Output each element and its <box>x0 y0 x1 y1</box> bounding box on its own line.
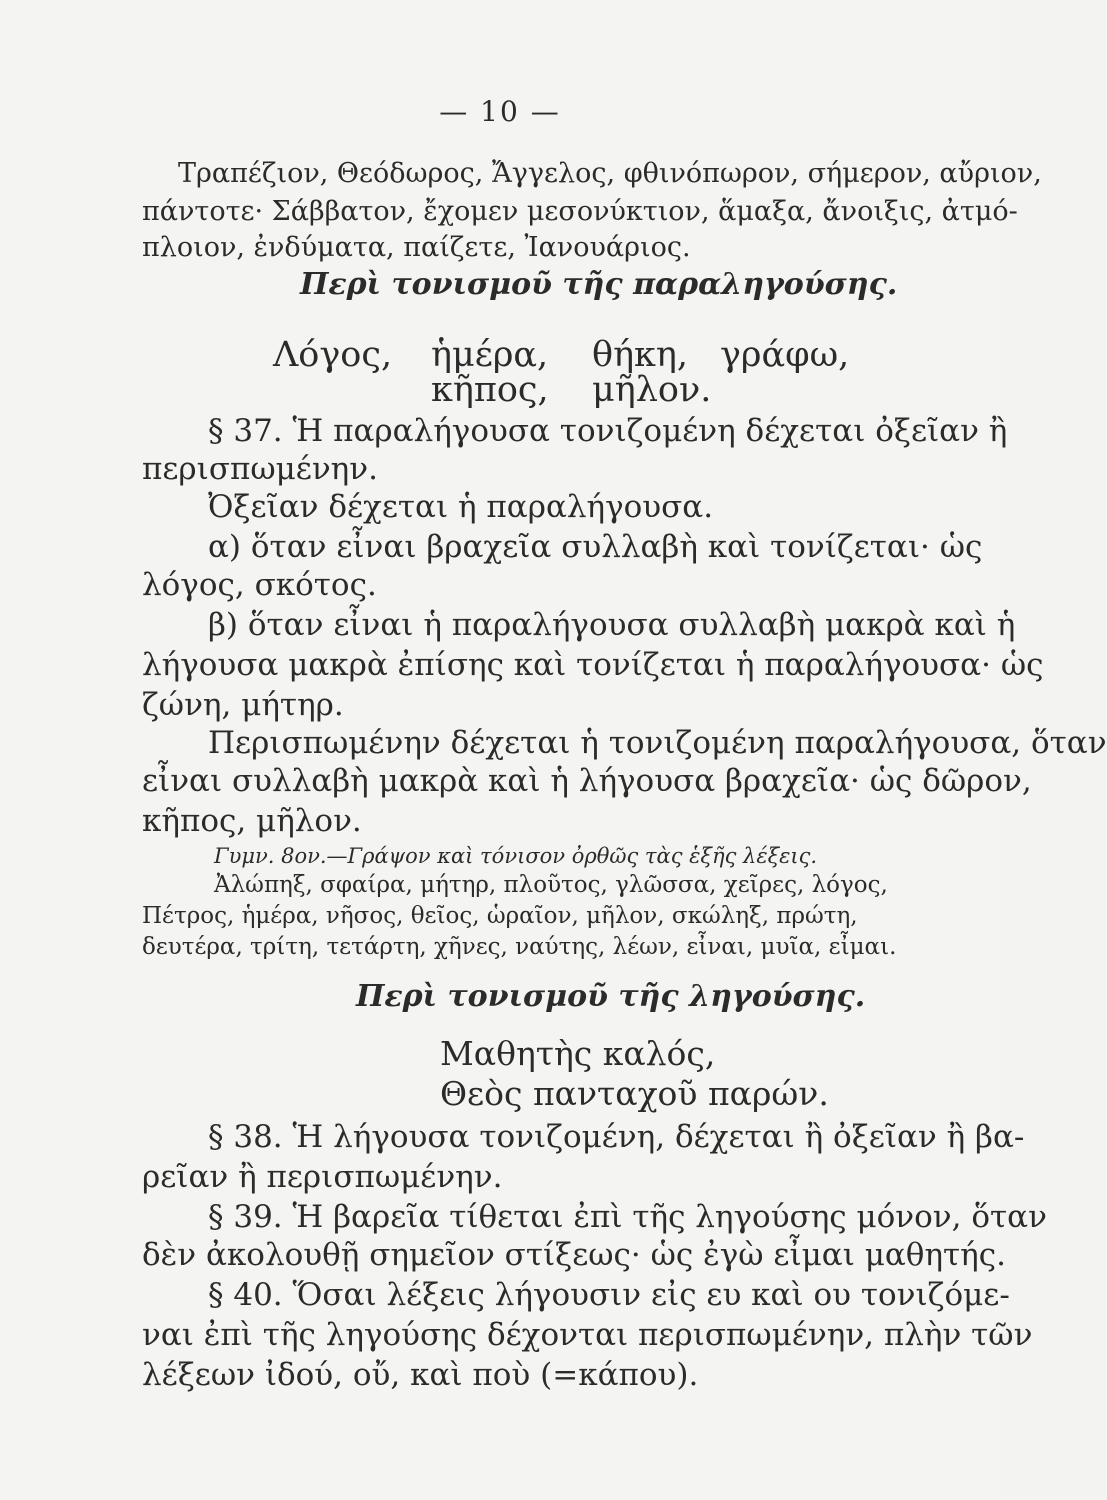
paragraph-line: κῆπος, μῆλον. <box>142 803 362 839</box>
paragraph-line: λήγουσα μακρὰ ἐπίσης καὶ τονίζεται ἡ παραλήγουσα· ὡς <box>142 647 1044 683</box>
paragraph-line: δὲν ἀκολουθῇ σημεῖον στίξεως· ὡς ἐγὼ εἶμαι μαθητής. <box>142 1237 1006 1273</box>
paragraph-line: § 38. Ἡ λήγουσα τονιζομένη, δέχεται ἢ ὀξεῖαν ἢ βα- <box>208 1119 1025 1155</box>
text-line: Τραπέζιον, Θεόδωρος, Ἄγγελος, φθινόπωρον, σήμερον, αὔριον, <box>178 158 1042 189</box>
example-word: γράφω, <box>720 335 850 375</box>
page-number: — 10 — <box>439 95 561 128</box>
paragraph-line: α) ὅταν εἶναι βραχεῖα συλλαβὴ καὶ τονίζεται· ὡς <box>208 529 983 565</box>
example-line: Μαθητὴς καλός, <box>440 1034 716 1073</box>
example-word: κῆπος, <box>431 370 549 410</box>
paragraph-line: εἶναι συλλαβὴ μακρὰ καὶ ἡ λήγουσα βραχεῖα· ὡς δῶρον, <box>142 763 1032 799</box>
paragraph-line: β) ὅταν εἶναι ἡ παραλήγουσα συλλαβὴ μακρὰ καὶ ἡ <box>208 607 1016 643</box>
section-heading: Περὶ τονισμοῦ τῆς παραληγούσης. <box>300 267 898 302</box>
example-line: Θεὸς πανταχοῦ παρών. <box>440 1074 829 1113</box>
example-word: Λόγος, <box>273 335 393 375</box>
paragraph-line: ναι ἐπὶ τῆς ληγούσης δέχονται περισπωμένην, πλὴν τῶν <box>142 1317 1033 1353</box>
paragraph-line: λέξεων ἰδού, οὔ, καὶ ποὺ (=κάπου). <box>142 1357 699 1393</box>
example-word: ἡμέρα, <box>431 335 549 375</box>
exercise-line: Πέτρος, ἡμέρα, νῆσος, θεῖος, ὡραῖον, μῆλον, σκώληξ, πρώτη, <box>142 903 858 929</box>
paragraph-line: § 39. Ἡ βαρεῖα τίθεται ἐπὶ τῆς ληγούσης μόνον, ὅταν <box>208 1199 1047 1235</box>
paragraph-line: ζώνη, μήτηρ. <box>142 687 344 723</box>
exercise-line: Ἀλώπηξ, σφαίρα, μήτηρ, πλοῦτος, γλῶσσα, χεῖρες, λόγος, <box>214 872 888 898</box>
section-heading: Περὶ τονισμοῦ τῆς ληγούσης. <box>356 979 866 1014</box>
example-word: μῆλον. <box>592 370 712 410</box>
paragraph-line: Ὀξεῖαν δέχεται ἡ παραλήγουσα. <box>208 489 714 525</box>
paragraph-line: περισπωμένην. <box>142 451 378 487</box>
text-line: πλοιον, ἐνδύματα, παίζετε, Ἰανουάριος. <box>142 232 691 263</box>
paragraph-line: § 37. Ἡ παραλήγουσα τονιζομένη δέχεται ὀξεῖαν ἢ <box>208 413 1008 449</box>
exercise-line: δευτέρα, τρίτη, τετάρτη, χῆνες, ναύτης, λέων, εἶναι, μυῖα, εἶμαι. <box>142 934 897 960</box>
exercise-heading: Γυμν. 8ον.—Γράψον καὶ τόνισον ὀρθῶς τὰς ἑξῆς λέξεις. <box>214 844 818 868</box>
example-word: θήκη, <box>592 335 689 375</box>
paragraph-line: ρεῖαν ἢ περισπωμένην. <box>142 1159 503 1195</box>
text-line: πάντοτε· Σάββατον, ἔχομεν μεσονύκτιον, ἅμαξα, ἄνοιξις, ἀτμό- <box>142 196 1018 227</box>
paragraph-line: λόγος, σκότος. <box>142 567 377 603</box>
paragraph-line: Περισπωμένην δέχεται ἡ τονιζομένη παραλήγουσα, ὅταν <box>208 725 1107 761</box>
paragraph-line: § 40. Ὅσαι λέξεις λήγουσιν εἰς ευ καὶ ου τονιζόμε- <box>208 1277 1010 1313</box>
